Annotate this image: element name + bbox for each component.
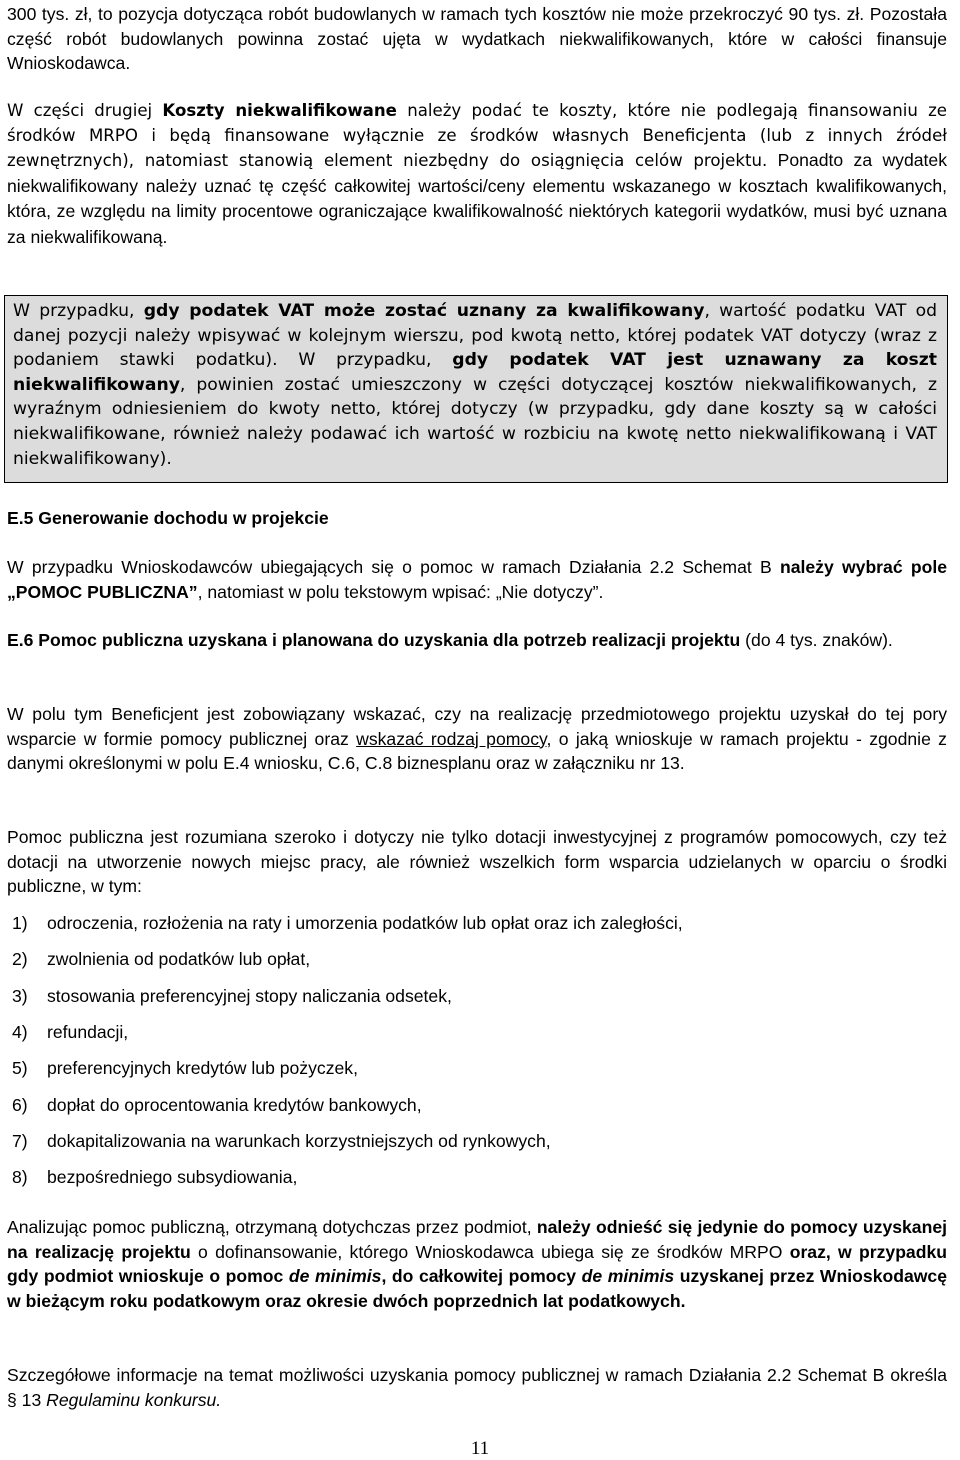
paragraph-pomoc-publiczna: Pomoc publiczna jest rozumiana szeroko i dotyczy nie tylko dotacji inwestycyjnej z programów pomocowych, czy też dotacji na utworzenie nowych miejsc pracy, ale również wszelkich form wsparcia udzielanych w oparciu o środki publiczne, w tym: xyxy=(7,827,947,897)
paragraph-e6-intro: W polu tym Beneficjent jest zobowiązany wskazać, czy na realizację przedmiotowego projektu uzyskał do tej pory wsparcie w formie pomocy publicznej oraz wskazać rodzaj pomocy, o jaką wnioskuje w ramach projektu - zgodnie z danymi określonymi w polu E.4 wniosku, C.6, C.8 biznesplanu oraz w załączniku nr 13. xyxy=(7,704,947,774)
paragraph-koszty-niekwalifikowane: W części drugiej Koszty niekwalifikowane należy podać te koszty, które nie podlegają finansowaniu ze środków MRPO i będą finansowane wyłącznie ze środków własnych Beneficjenta (lub z innych źródeł zewnętrznych), natomiast stanowią element niezbędny do osiągnięcia celów projektu. Ponadto za wydatek niekwalifikowany należy uznać tę część całkowitej wartości/ceny elementu wskazanego w kosztach kwalifikowanych, która, ze względu na limity procentowe ograniczające kwalifikowalność niektórych kategorii wydatków, musi być uznana za niekwalifikowaną. xyxy=(7,101,948,247)
paragraph-analiza-pomocy: Analizując pomoc publiczną, otrzymaną dotychczas przez podmiot, należy odnieść się jedynie do pomocy uzyskanej na realizację projektu o dofinansowanie, którego Wnioskodawca ubiega się ze środków MRPO oraz, w przypadku gdy podmiot wnioskuje o pomoc de minimis, do całkowitej pomocy de minimis uzyskanej przez Wnioskodawcę w bieżącym roku podatkowym oraz okresie dwóch poprzednich lat podatkowych. xyxy=(7,1217,948,1311)
list-item: 8) bezpośredniego subsydiowania, xyxy=(12,1167,298,1187)
list-item: 1) odroczenia, rozłożenia na raty i umorzenia podatków lub opłat oraz ich zaległości, xyxy=(12,913,683,933)
list-item: 7) dokapitalizowania na warunkach korzystniejszych od rynkowych, xyxy=(12,1131,551,1151)
list-item: 2) zwolnienia od podatków lub opłat, xyxy=(12,949,311,969)
page-number: 11 xyxy=(470,1438,490,1459)
heading-e6: E.6 Pomoc publiczna uzyskana i planowana do uzyskania dla potrzeb realizacji projektu (do 4 tys. znaków). xyxy=(7,630,893,650)
regulamin-reference: Regulaminu konkursu. xyxy=(46,1389,222,1410)
vat-info-box: W przypadku, gdy podatek VAT może zostać uznany za kwalifikowany, wartość podatku VAT od danej pozycji należy wpisywać w kolejnym wierszu, pod kwotą netto, której podatek VAT dotyczy (wraz z podaniem stawki podatku). W przypadku, gdy podatek VAT jest uznawany za koszt niekwalifikowany, powinien zostać umieszczony w części dotyczącej kosztów niekwalifikowanych, z wyraźnym odniesieniem do kwoty netto, której dotyczy (w przypadku, gdy dane koszty są w całości niekwalifikowane, również należy podawać ich wartość w rozbiciu na kwotę netto niekwalifikowaną i VAT niekwalifikowany). xyxy=(4,295,948,483)
heading-e5: E.5 Generowanie dochodu w projekcie xyxy=(7,508,329,528)
list-item: 4) refundacji, xyxy=(12,1022,129,1042)
bold-term-koszty-niekwalifikowane: Koszty niekwalifikowane xyxy=(162,101,397,120)
paragraph-intro: 300 tys. zł, to pozycja dotycząca robót budowlanych w ramach tych kosztów nie może przekroczyć 90 tys. zł. Pozostała część robót budowlanych powinna zostać ujęta w wydatkach niekwalifikowanych, które w całości finansuje Wnioskodawca. xyxy=(7,4,947,74)
paragraph-e5: W przypadku Wnioskodawców ubiegających się o pomoc w ramach Działania 2.2 Schemat B należy wybrać pole „POMOC PUBLICZNA”, natomiast w polu tekstowym wpisać: „Nie dotyczy”. xyxy=(7,557,947,602)
underlined-phrase: wskazać rodzaj pomocy xyxy=(356,728,547,749)
list-item: 6) dopłat do oprocentowania kredytów bankowych, xyxy=(12,1095,422,1115)
list-item: 3) stosowania preferencyjnej stopy naliczania odsetek, xyxy=(12,986,452,1006)
paragraph-regulamin: Szczegółowe informacje na temat możliwości uzyskania pomocy publicznej w ramach Działania 2.2 Schemat B określa § 13 Regulaminu konkursu. xyxy=(7,1365,947,1410)
list-item: 5) preferencyjnych kredytów lub pożyczek, xyxy=(12,1058,358,1078)
